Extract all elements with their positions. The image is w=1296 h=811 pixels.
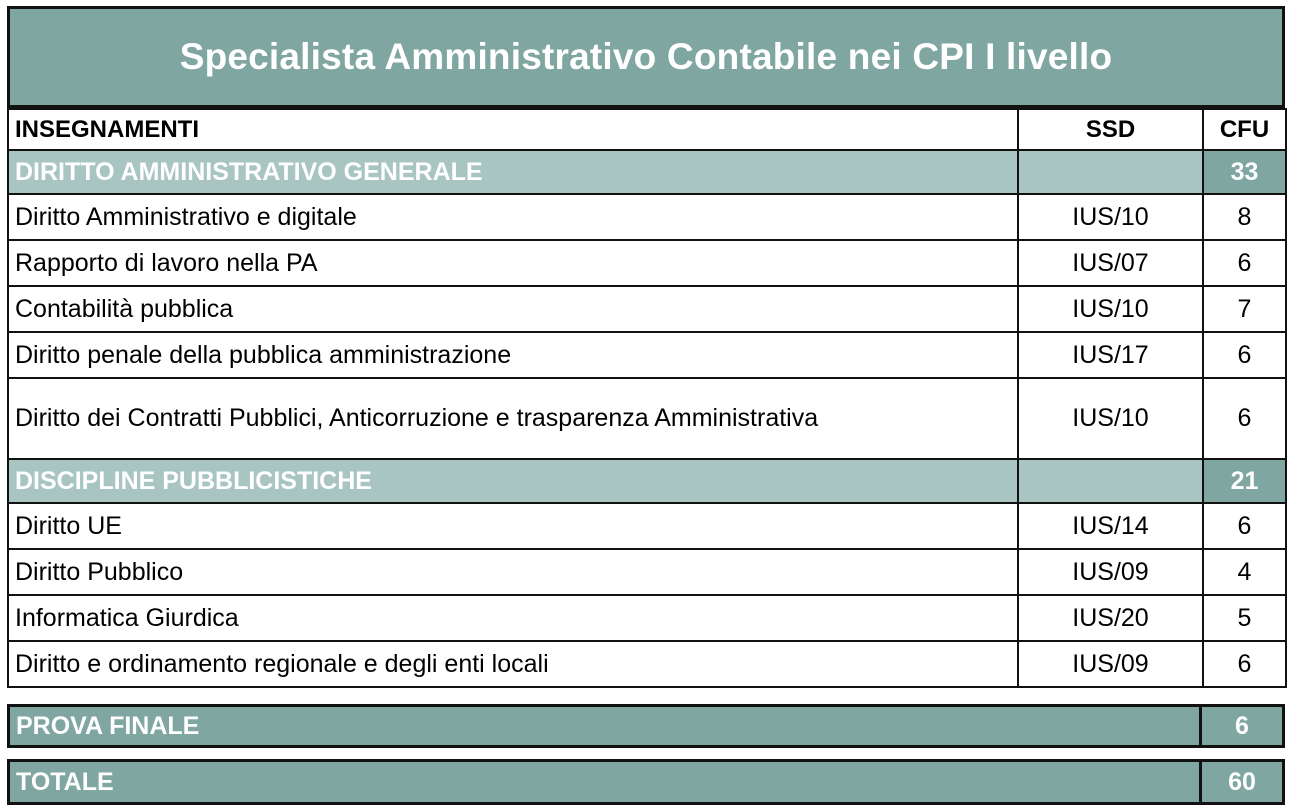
totale-label: TOTALE [10,762,1202,802]
course-name: Diritto penale della pubblica amministrazione [8,332,1018,378]
header-cfu: CFU [1203,109,1286,150]
course-ssd: IUS/09 [1018,641,1203,687]
course-cfu: 7 [1203,286,1286,332]
course-name: Diritto Amministrativo e digitale [8,194,1018,240]
prova-finale-label: PROVA FINALE [10,707,1202,745]
table-row [8,286,1286,332]
course-cfu: 6 [1203,378,1286,459]
table-header-row [8,109,1286,150]
totale-row [7,759,1285,805]
course-name: Rapporto di lavoro nella PA [8,240,1018,286]
prova-finale-row [7,704,1285,748]
course-name: Diritto UE [8,503,1018,549]
page-title: Specialista Amministrativo Contabile nei CPI I livello [179,36,1113,77]
table-row [8,332,1286,378]
course-name: Diritto dei Contratti Pubblici, Anticorruzione e trasparenza Amministrativa [8,378,1018,459]
group-ssd [1018,150,1203,194]
course-cfu: 6 [1203,641,1286,687]
page-title-banner [7,6,1285,108]
table-row [8,240,1286,286]
course-cfu: 6 [1203,332,1286,378]
course-name: Informatica Giurdica [8,595,1018,641]
course-name: Diritto e ordinamento regionale e degli enti locali [8,641,1018,687]
group-row [8,150,1286,194]
header-ssd: SSD [1018,109,1203,150]
group-name: DISCIPLINE PUBBLICISTICHE [8,459,1018,503]
course-name: Contabilità pubblica [8,286,1018,332]
header-insegnamenti: INSEGNAMENTI [8,109,1018,150]
course-ssd: IUS/10 [1018,378,1203,459]
table-row [8,641,1286,687]
group-name: DIRITTO AMMINISTRATIVO GENERALE [8,150,1018,194]
course-ssd: IUS/20 [1018,595,1203,641]
table-row [8,549,1286,595]
group-cfu: 33 [1203,150,1286,194]
course-cfu: 6 [1203,503,1286,549]
course-ssd: IUS/09 [1018,549,1203,595]
totale-cfu: 60 [1228,767,1256,796]
table-row [8,595,1286,641]
table-row [8,378,1286,459]
group-row [8,459,1286,503]
course-cfu: 4 [1203,549,1286,595]
prova-finale-cfu: 6 [1235,711,1249,740]
course-ssd: IUS/14 [1018,503,1203,549]
course-cfu: 6 [1203,240,1286,286]
courses-table [7,108,1287,688]
course-ssd: IUS/17 [1018,332,1203,378]
table-row [8,503,1286,549]
course-cfu: 5 [1203,595,1286,641]
group-cfu: 21 [1203,459,1286,503]
course-ssd: IUS/07 [1018,240,1203,286]
course-cfu: 8 [1203,194,1286,240]
group-ssd [1018,459,1203,503]
course-ssd: IUS/10 [1018,286,1203,332]
course-ssd: IUS/10 [1018,194,1203,240]
table-row [8,194,1286,240]
course-name: Diritto Pubblico [8,549,1018,595]
